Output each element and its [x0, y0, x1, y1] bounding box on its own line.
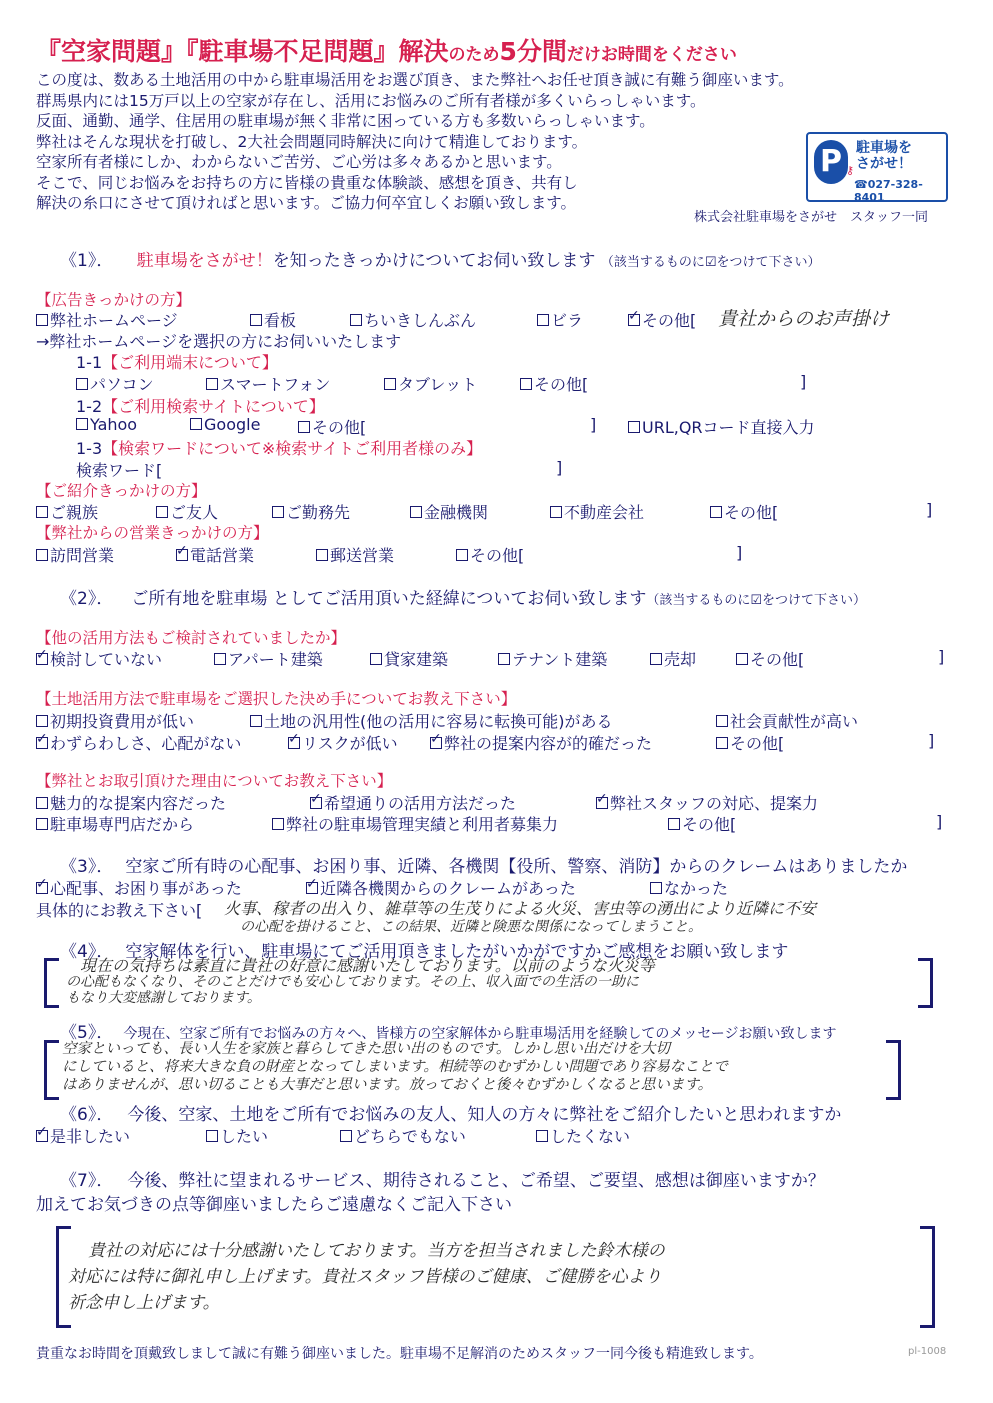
text-label: 《3》． — [60, 857, 114, 877]
s11-option-other[interactable] — [520, 372, 588, 395]
text-label: 《5》． — [60, 1023, 114, 1043]
option-label: 近隣各機関からのクレームがあった — [320, 879, 576, 898]
q2-o2-lowrisk[interactable] — [288, 731, 398, 754]
option-label: 是非したい — [50, 1127, 131, 1146]
checkbox[interactable] — [190, 418, 202, 430]
intro-line: 空家所有者様にしか、わからないご苦労、ご心労は多々あるかと思います。 — [36, 153, 562, 171]
checkbox[interactable] — [410, 506, 422, 518]
s12-option-yahoo[interactable] — [76, 415, 137, 434]
checkbox[interactable] — [710, 506, 722, 518]
footer-message: 貴重なお時間を頂戴致しまして誠に有難う御座いました。駐車場不足解消のためスタッフ一同今後も精進致します。 — [36, 1346, 763, 1362]
checkbox[interactable] — [537, 314, 549, 326]
keyword-field[interactable] — [76, 458, 162, 481]
option-label: リスクが低い — [302, 734, 398, 753]
checkbox-checked[interactable] — [36, 882, 48, 894]
checkbox-checked[interactable] — [306, 882, 318, 894]
option-label: 魅力的な提案内容だった — [50, 794, 227, 813]
option-label: その他[ — [730, 734, 785, 753]
hp-prompt: →弊社ホームページを選択の方にお伺いいたします — [36, 332, 402, 351]
checkbox-checked[interactable] — [36, 1130, 48, 1142]
q6-option-no[interactable] — [536, 1124, 630, 1147]
q2-o1-close: ] — [938, 647, 945, 666]
checkbox-checked[interactable] — [36, 737, 48, 749]
intro-block — [36, 70, 794, 214]
q2-o1-none[interactable] — [36, 647, 162, 670]
q4-bracket-right — [918, 958, 933, 1008]
intro-line: そこで、同じお悩みをお持ちの方に皆様の貴重な体験談、感想を頂き、共有し — [36, 173, 578, 192]
option-label: テナント建築 — [512, 650, 608, 669]
q3-detail-label: 具体的にお教え下さい[ — [36, 901, 203, 920]
checkbox[interactable] — [36, 314, 48, 326]
option-label: その他[ — [642, 311, 697, 330]
text-label: 今後、弊社に望まれるサービス、期待されること、ご希望、ご要望、感想は御座いますか？ — [127, 1171, 825, 1191]
checkbox[interactable] — [36, 506, 48, 518]
intro-option-realestate[interactable] — [550, 500, 644, 523]
q7-heading-2: 加えてお気づきの点等御座いましたらご遠慮なくご記入下さい — [36, 1195, 512, 1215]
sales-option-visit[interactable] — [36, 543, 114, 566]
intro-option-family[interactable] — [36, 500, 98, 523]
option-label: 貸家建築 — [384, 650, 449, 669]
sales-option-phone[interactable] — [176, 543, 254, 566]
q2-o2-versatile[interactable] — [250, 709, 613, 732]
q7-answer-line: 貴社の対応には十分感謝いたしております。当方を担当されました鈴木様の — [88, 1241, 665, 1261]
q1-highlight: 駐車場をさがせ！ — [136, 251, 273, 271]
q3-detail-hand-1: 火事、稼者の出入り、雑草等の生茂りによる火災、害虫等の湧出により近隣に不安 — [224, 899, 817, 918]
logo-line2: さがせ！ — [856, 156, 912, 172]
option-label: ビラ — [551, 311, 584, 330]
option-label: Yahoo — [90, 415, 138, 434]
s12-heading — [76, 394, 325, 417]
q2-o3-track-record[interactable] — [272, 812, 558, 835]
intro-option-bank[interactable] — [410, 500, 488, 523]
checkbox[interactable] — [36, 818, 48, 830]
intro-line: この度は、数ある土地活用の中から駐車場活用をお選び頂き、また弊社へお任せ頂き誠に有難う御座います。 — [36, 71, 794, 89]
intro-line: 弊社はそんな現状を打破し、2大社会問題同時解決に向けて精進しております。 — [36, 132, 588, 151]
checkbox[interactable] — [716, 737, 728, 749]
option-label: Google — [204, 415, 261, 434]
s12-close: ] — [590, 415, 597, 434]
checkbox[interactable] — [36, 797, 48, 809]
option-label: 駐車場専門店だから — [50, 815, 195, 834]
s11-option-tablet[interactable] — [384, 372, 477, 395]
checkbox-checked[interactable] — [288, 737, 300, 749]
s12-option-google[interactable] — [190, 415, 260, 434]
s11-close: ] — [800, 372, 807, 391]
checkbox-checked[interactable] — [430, 737, 442, 749]
checkbox[interactable] — [272, 506, 284, 518]
q7-heading — [60, 1166, 825, 1191]
checkbox[interactable] — [716, 715, 728, 727]
option-label: その他[ — [534, 375, 589, 394]
checkbox-checked[interactable] — [628, 314, 640, 326]
option-label: URL,QRコード直接入力 — [642, 418, 815, 437]
checkbox[interactable] — [650, 882, 662, 894]
text-label: 今後、空家、土地をご所有でお悩みの友人、知人の方々に弊社をご紹介したいと思われますか — [127, 1105, 842, 1125]
option-label: 土地の汎用性(他の活用に容易に転換可能)がある — [264, 712, 613, 731]
checkbox-checked[interactable] — [310, 797, 322, 809]
s13-heading — [76, 436, 482, 459]
ad-option-signboard[interactable] — [250, 308, 296, 331]
q4-answer-line: 現在の気持ちは素直に貴社の好意に感謝いたしております。以前のような火災等 — [80, 956, 655, 975]
q2-o2-nohassle[interactable] — [36, 731, 241, 754]
checkbox[interactable] — [498, 653, 510, 665]
intro-line: 群馬県内には15万戸以上の空家が存在し、活用にお悩みのご所有者様が多くいらっしゃいます。 — [36, 91, 706, 110]
checkbox[interactable] — [370, 653, 382, 665]
q2-h3: 【弊社とお取引頂けた理由についてお教え下さい】 — [36, 772, 393, 790]
option-label: 【検索ワードについて※検索サイトご利用者様のみ】 — [102, 439, 483, 458]
q2-o3-attractive[interactable] — [36, 791, 226, 814]
text-label: 《2》． — [60, 589, 114, 609]
checkbox-checked[interactable] — [36, 653, 48, 665]
intro-close: ] — [926, 500, 933, 519]
checkbox[interactable] — [36, 715, 48, 727]
text-label: 空家解体を行い、駐車場にてご活用頂きましたがいかがですかご感想をお願い致します — [125, 942, 789, 962]
sales-heading: 【弊社からの営業きっかけの方】 — [36, 524, 269, 542]
option-label: その他[ — [470, 546, 525, 565]
q2-h1: 【他の活用方法もご検討されていましたか】 — [36, 629, 347, 647]
option-label: 弊社スタッフの対応、提案力 — [610, 794, 819, 813]
q7-answer-line: 対応には特に御礼申し上げます。貴社スタッフ皆様のご健康、ご健勝を心より — [68, 1267, 662, 1287]
key-icon: ⚷ — [846, 164, 855, 177]
title-num: 5分間 — [499, 37, 567, 66]
intro-line: 反面、通勤、通学、住居用の駐車場が無く非常に困っている方も多数いらっしゃいます。 — [36, 112, 655, 130]
text-label: （該当するものに☑をつけて下さい） — [646, 593, 867, 608]
option-label: 電話営業 — [190, 546, 255, 565]
option-label: 看板 — [264, 311, 297, 330]
q5-answer-line: にしていると、将来大きな負の財産となってしまいます。相続等のむずかしい問題であり容易なことで — [62, 1059, 728, 1075]
option-label: 訪問営業 — [50, 546, 115, 565]
checkbox[interactable] — [736, 653, 748, 665]
s12-option-other[interactable] — [298, 415, 366, 438]
option-label: パソコン — [90, 375, 154, 394]
checkbox[interactable] — [36, 549, 48, 561]
intro-line: 解決の糸口にさせて頂ければと思います。ご協力何卒宜しくお願い致します。 — [36, 194, 577, 212]
ad-option-other[interactable] — [628, 308, 696, 331]
s11-option-smartphone[interactable] — [206, 372, 330, 395]
checkbox[interactable] — [350, 314, 362, 326]
sales-option-other[interactable] — [456, 543, 524, 566]
q2-o1-other[interactable] — [736, 647, 804, 670]
intro-signature: 株式会社駐車場をさがせ スタッフ一同 — [694, 210, 929, 225]
option-label: 1-2 — [76, 397, 103, 416]
q7-bracket-right — [920, 1226, 935, 1328]
q5-bracket-left — [44, 1040, 59, 1100]
checkbox[interactable] — [206, 1130, 218, 1142]
q3-option-worry[interactable] — [36, 876, 242, 899]
q1-heading — [60, 246, 820, 271]
q2-heading — [60, 584, 866, 609]
option-label: その他[ — [724, 503, 779, 522]
q4-answer — [66, 958, 655, 1006]
q2-h2: 【土地活用方法で駐車場をご選択した決め手についてお教え下さい】 — [36, 690, 517, 708]
text-label: 《7》． — [60, 1171, 114, 1191]
s11-option-pc[interactable] — [76, 372, 154, 395]
option-label: スマートフォン — [220, 375, 331, 394]
footer-code: pl-1008 — [908, 1346, 947, 1357]
checkbox[interactable] — [206, 378, 218, 390]
option-label: ちいきしんぶん — [364, 311, 477, 330]
q4-answer-line: もなり大変感謝しております。 — [66, 990, 261, 1006]
option-label: 【ご利用検索サイトについて】 — [102, 397, 325, 416]
option-label: なかった — [664, 879, 729, 898]
option-label: その他[ — [682, 815, 737, 834]
q2-o1-sale[interactable] — [650, 647, 696, 670]
option-label: 弊社の提案内容が的確だった — [444, 734, 653, 753]
option-label: ご勤務先 — [286, 503, 351, 522]
title-small: のため — [448, 45, 500, 65]
checkbox[interactable] — [340, 1130, 352, 1142]
option-label: 売却 — [664, 650, 697, 669]
checkbox[interactable] — [250, 314, 262, 326]
option-label: したくない — [550, 1127, 631, 1146]
option-label: タブレット — [398, 375, 478, 394]
q2-o3-specialist[interactable] — [36, 812, 194, 835]
checkbox[interactable] — [456, 549, 468, 561]
q2-o3-desired[interactable] — [310, 791, 516, 814]
page-title — [36, 32, 737, 68]
checkbox[interactable] — [250, 715, 262, 727]
logo-line1: 駐車場を — [856, 140, 912, 156]
option-label: 社会貢献性が高い — [730, 712, 859, 731]
option-label: 心配事、お困り事があった — [50, 879, 242, 898]
option-label: わずらわしさ、心配がない — [50, 734, 242, 753]
option-label: その他[ — [312, 418, 367, 437]
checkbox[interactable] — [298, 421, 310, 433]
checkbox[interactable] — [628, 421, 640, 433]
title-tail: だけお時間をください — [566, 45, 737, 65]
checkbox[interactable] — [520, 378, 532, 390]
q2-o1-rental[interactable] — [370, 647, 448, 670]
checkbox[interactable] — [668, 818, 680, 830]
text-label: 空家ご所有時の心配事、お困り事、近隣、各機関【役所、警察、消防】からのクレームはありましたか — [125, 857, 908, 877]
ad-option-homepage[interactable] — [36, 308, 178, 331]
option-label: アパート建築 — [228, 650, 323, 669]
intro-option-other[interactable] — [710, 500, 778, 523]
option-label: その他[ — [750, 650, 805, 669]
q2-o2-social[interactable] — [716, 709, 858, 732]
intro-option-workplace[interactable] — [272, 500, 350, 523]
intro-heading: 【ご紹介きっかけの方】 — [36, 482, 207, 500]
ad-option-newspaper[interactable] — [350, 308, 476, 331]
q4-bracket-left — [44, 958, 59, 1008]
q3-heading — [60, 852, 907, 877]
text-label: 《6》． — [60, 1105, 114, 1125]
checkbox[interactable] — [650, 653, 662, 665]
option-label: 希望通りの活用方法だった — [324, 794, 517, 813]
q3-detail-hand-2: の心配を掛けること、この結果、近隣と険悪な関係になってしまうこと。 — [240, 919, 702, 935]
q2-o3-staff[interactable] — [596, 791, 818, 814]
logo-tel: ☎027-328-8401 — [854, 178, 923, 204]
option-label: 初期投資費用が低い — [50, 712, 195, 731]
option-label: 検討していない — [50, 650, 163, 669]
option-label: 金融機関 — [424, 503, 489, 522]
option-label: 【ご利用端末について】 — [102, 353, 278, 372]
logo-letter: P — [814, 140, 848, 184]
ad-other-handwritten: 貴社からのお声掛け — [718, 308, 890, 330]
ad-heading: 【広告きっかけの方】 — [36, 291, 192, 309]
checkbox[interactable] — [536, 1130, 548, 1142]
title-main: 『空家問題』『駐車場不足問題』解決 — [36, 37, 449, 66]
checkbox-checked[interactable] — [596, 797, 608, 809]
q6-option-definitely[interactable] — [36, 1124, 130, 1147]
sales-close: ] — [736, 543, 743, 562]
q4-answer-line: の心配もなくなり、そのことだけでも安心しております。その上、収入面での生活の一助に — [66, 974, 639, 990]
checkbox[interactable] — [214, 653, 226, 665]
option-label: 1-1 — [76, 353, 103, 372]
checkbox[interactable] — [156, 506, 168, 518]
option-label: どちらでもない — [354, 1127, 466, 1146]
q2-o2-proposal[interactable] — [430, 731, 652, 754]
option-label: 検索ワード[ — [76, 461, 163, 480]
checkbox[interactable] — [550, 506, 562, 518]
q6-option-yes[interactable] — [206, 1124, 268, 1147]
q2-o2-close: ] — [928, 731, 935, 750]
option-label: ご親族 — [50, 503, 99, 522]
text-label: 今現在、空家ご所有でお悩みの方々へ、皆様方の空家解体から駐車場活用を経験してのメッセージお願い致します — [123, 1026, 837, 1042]
q2-o1-tenant[interactable] — [498, 647, 607, 670]
q5-answer — [62, 1040, 728, 1094]
option-label: 弊社ホームページ — [50, 311, 178, 330]
checkbox[interactable] — [316, 549, 328, 561]
option-label: 1-3 — [76, 439, 103, 458]
option-label: 不動産会社 — [564, 503, 645, 522]
checkbox[interactable] — [384, 378, 396, 390]
q1-label: 《1》． — [60, 251, 114, 271]
checkbox[interactable] — [76, 418, 88, 430]
checkbox[interactable] — [76, 378, 88, 390]
q6-option-neutral[interactable] — [340, 1124, 466, 1147]
text-label: ご所有地を駐車場 としてご活用頂いた経緯についてお伺い致します — [131, 589, 647, 609]
q7-answer-line: 祈念申し上げます。 — [68, 1293, 220, 1313]
intro-option-friend[interactable] — [156, 500, 218, 523]
company-logo — [806, 132, 948, 202]
q6-heading — [60, 1100, 841, 1125]
s11-heading — [76, 350, 278, 373]
q2-o2-lowcost[interactable] — [36, 709, 194, 732]
keyword-close: ] — [556, 458, 563, 477]
q2-o3-close: ] — [936, 812, 943, 831]
q2-o1-apartment[interactable] — [214, 647, 323, 670]
option-label: 郵送営業 — [330, 546, 395, 565]
checkbox-checked[interactable] — [176, 549, 188, 561]
ad-option-flyer[interactable] — [537, 308, 583, 331]
option-label: 弊社の駐車場管理実績と利用者募集力 — [286, 815, 559, 834]
q5-answer-line: はありませんが、思い切ることも大事だと思います。放っておくと後々むずかしくなると思います。 — [62, 1077, 713, 1093]
sales-option-mail[interactable] — [316, 543, 394, 566]
checkbox[interactable] — [272, 818, 284, 830]
q5-bracket-right — [886, 1040, 901, 1100]
option-label: したい — [220, 1127, 269, 1146]
q2-o3-other[interactable] — [668, 812, 736, 835]
s12-option-url-qr[interactable] — [628, 415, 815, 438]
q5-answer-line: 空家といっても、長い人生を家族と暮らしてきた思い出のものです。しかし思い出だけを大切 — [62, 1041, 670, 1057]
q2-o2-other[interactable] — [716, 731, 784, 754]
q1-note: （該当するものに☑をつけて下さい） — [600, 255, 821, 270]
q1-text: を知ったきっかけについてお伺い致します — [272, 251, 596, 271]
option-label: ご友人 — [170, 503, 219, 522]
text-label: 《4》． — [60, 942, 114, 962]
q7-answer — [68, 1238, 665, 1316]
